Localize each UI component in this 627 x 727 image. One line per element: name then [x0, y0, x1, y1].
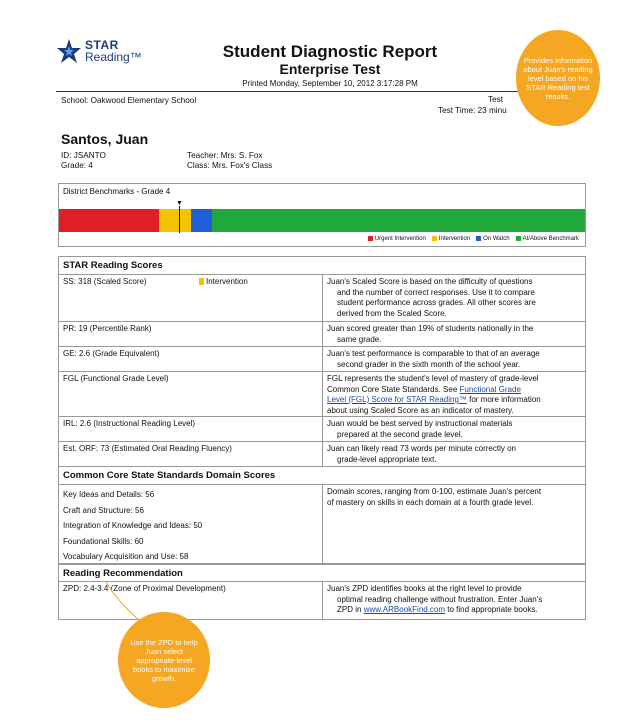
- legend-label: Intervention: [438, 236, 471, 243]
- ge-label: GE: 2.6 (Grade Equivalent): [59, 347, 323, 371]
- benchmark-segment: [159, 209, 191, 232]
- student-name: Santos, Juan: [61, 131, 149, 147]
- ss-label: SS: 318 (Scaled Score): [63, 277, 147, 286]
- teacher-name: Teacher: Mrs. S. Fox: [187, 151, 263, 160]
- fgl-link[interactable]: Functional Grade: [459, 384, 521, 394]
- legend-item: [476, 236, 509, 242]
- benchmark-segment: [59, 209, 159, 232]
- student-grade: Grade: 4: [61, 161, 93, 170]
- irl-desc: prepared at the second grade level.: [337, 429, 463, 439]
- table-row-orf: [59, 442, 585, 467]
- printed-date: Printed Monday, September 10, 2012 3:17:28 PM: [242, 79, 418, 88]
- pr-desc: Juan scored greater than 19% of students nationally in the: [327, 324, 534, 333]
- ss-desc: Juan's Scaled Score is based on the difficulty of questions: [327, 277, 533, 286]
- legend-label: Urgent Intervention: [374, 236, 426, 243]
- irl-label: IRL: 2.6 (Instructional Reading Level): [59, 417, 323, 441]
- legend-item: [432, 236, 470, 242]
- zpd-label: ZPD: 2.4-3.4 (Zone of Proximal Development): [59, 582, 323, 619]
- domain-score: Foundational Skills: 60: [63, 536, 144, 546]
- orf-desc: grade-level appropriate text.: [337, 454, 437, 464]
- table-row-ss: [59, 275, 585, 322]
- orf-desc: Juan can likely read 73 words per minute correctly on: [327, 444, 516, 453]
- callout-zpd: Use the ZPD to help Juan select appropriate-level books to maximize growth.: [118, 612, 210, 708]
- test-date: Test: [488, 95, 504, 104]
- fgl-desc: Common Core State Standards. See: [327, 384, 458, 394]
- ge-desc: Juan's test performance is comparable to that of an average: [327, 349, 540, 358]
- school-name: School: Oakwood Elementary School: [61, 96, 197, 105]
- intervention-flag: [199, 277, 248, 286]
- report-subtitle: Enterprise Test: [279, 61, 381, 77]
- benchmark-segment: [191, 209, 212, 232]
- intervention-swatch: [199, 278, 204, 285]
- domain-list: [59, 485, 323, 563]
- legend-swatch: [516, 236, 521, 241]
- legend-item: [368, 236, 426, 242]
- ss-desc: student performance across grades. All other scores are: [337, 298, 536, 307]
- student-id: ID: JSANTO: [61, 151, 106, 160]
- fgl-label: FGL (Functional Grade Level): [59, 372, 323, 416]
- domain-score: Vocabulary Acquisition and Use: 58: [63, 552, 189, 561]
- logo-reading-word: Reading™: [85, 50, 142, 64]
- table-row-domains: [59, 485, 585, 564]
- logo-star-word: STAR: [85, 38, 119, 52]
- reading-scores-heading: STAR Reading Scores: [59, 257, 585, 275]
- fgl-desc: about using Scaled Score as an indicator of mastery.: [327, 405, 514, 415]
- pr-label: PR: 19 (Percentile Rank): [59, 322, 323, 346]
- class-name: Class: Mrs. Fox's Class: [187, 161, 273, 170]
- legend-item: [516, 236, 579, 242]
- domain-score: Integration of Knowledge and Ideas: 50: [63, 521, 203, 530]
- benchmark-label: District Benchmarks - Grade 4: [63, 187, 171, 196]
- table-row-irl: [59, 417, 585, 442]
- header-divider: [56, 91, 583, 92]
- report-title: Student Diagnostic Report: [222, 42, 438, 61]
- legend-swatch: [432, 236, 437, 241]
- ss-desc: and the number of correct responses. Use it to compare: [337, 287, 535, 297]
- intervention-flag-label: Intervention: [206, 277, 248, 286]
- fgl-desc: FGL represents the student's level of mastery of grade-level: [327, 374, 539, 383]
- zpd-desc: optimal reading challenge without frustration. Enter Juan's: [337, 594, 543, 604]
- scores-table: [58, 256, 586, 620]
- star-reading-logo: [56, 38, 142, 64]
- fgl-link[interactable]: Level (FGL) Score for STAR Reading™: [327, 395, 467, 404]
- arbookfind-link[interactable]: www.ARBookFind.com: [363, 605, 446, 614]
- benchmark-panel: [58, 183, 586, 247]
- test-time: Test Time: 23 minu: [438, 106, 507, 115]
- legend-swatch: [476, 236, 481, 241]
- pr-desc: same grade.: [337, 334, 382, 344]
- table-row-ge: [59, 347, 585, 372]
- student-score-marker: ▼: [176, 200, 183, 207]
- domain-score: Key Ideas and Details: 56: [63, 490, 155, 499]
- zpd-desc: ZPD in: [337, 605, 362, 614]
- benchmark-segment: [212, 209, 585, 232]
- irl-desc: Juan would be best served by instructional materials: [327, 419, 513, 428]
- domain-desc: of mastery on skills in each domain at a fourth grade level.: [327, 497, 534, 507]
- zpd-desc: to find appropriate books.: [445, 605, 538, 614]
- student-score-line: [179, 206, 180, 233]
- domain-desc: Domain scores, ranging from 0-100, estimate Juan's percent: [327, 487, 542, 496]
- star-icon: [56, 38, 82, 64]
- ccss-heading: Common Core State Standards Domain Scores: [59, 467, 585, 485]
- domain-score: Craft and Structure: 56: [63, 505, 144, 515]
- recommendation-heading: Reading Recommendation: [59, 564, 585, 582]
- benchmark-legend: [368, 236, 579, 242]
- legend-label: On Watch: [483, 236, 510, 243]
- table-row-fgl: [59, 372, 585, 417]
- ss-desc: derived from the Scaled Score.: [337, 308, 447, 318]
- table-row-pr: [59, 322, 585, 347]
- zpd-desc: Juan's ZPD identifies books at the right level to provide: [327, 584, 522, 593]
- legend-label: At/Above Benchmark: [522, 236, 579, 243]
- callout-reading-level: Provides information about Juan's reading level based on his STAR Reading test results.: [516, 30, 600, 126]
- ge-desc: second grader in the sixth month of the school year.: [337, 359, 521, 369]
- fgl-desc: for more information: [466, 395, 541, 404]
- legend-swatch: [368, 236, 373, 241]
- orf-label: Est. ORF: 73 (Estimated Oral Reading Fluency): [59, 442, 323, 466]
